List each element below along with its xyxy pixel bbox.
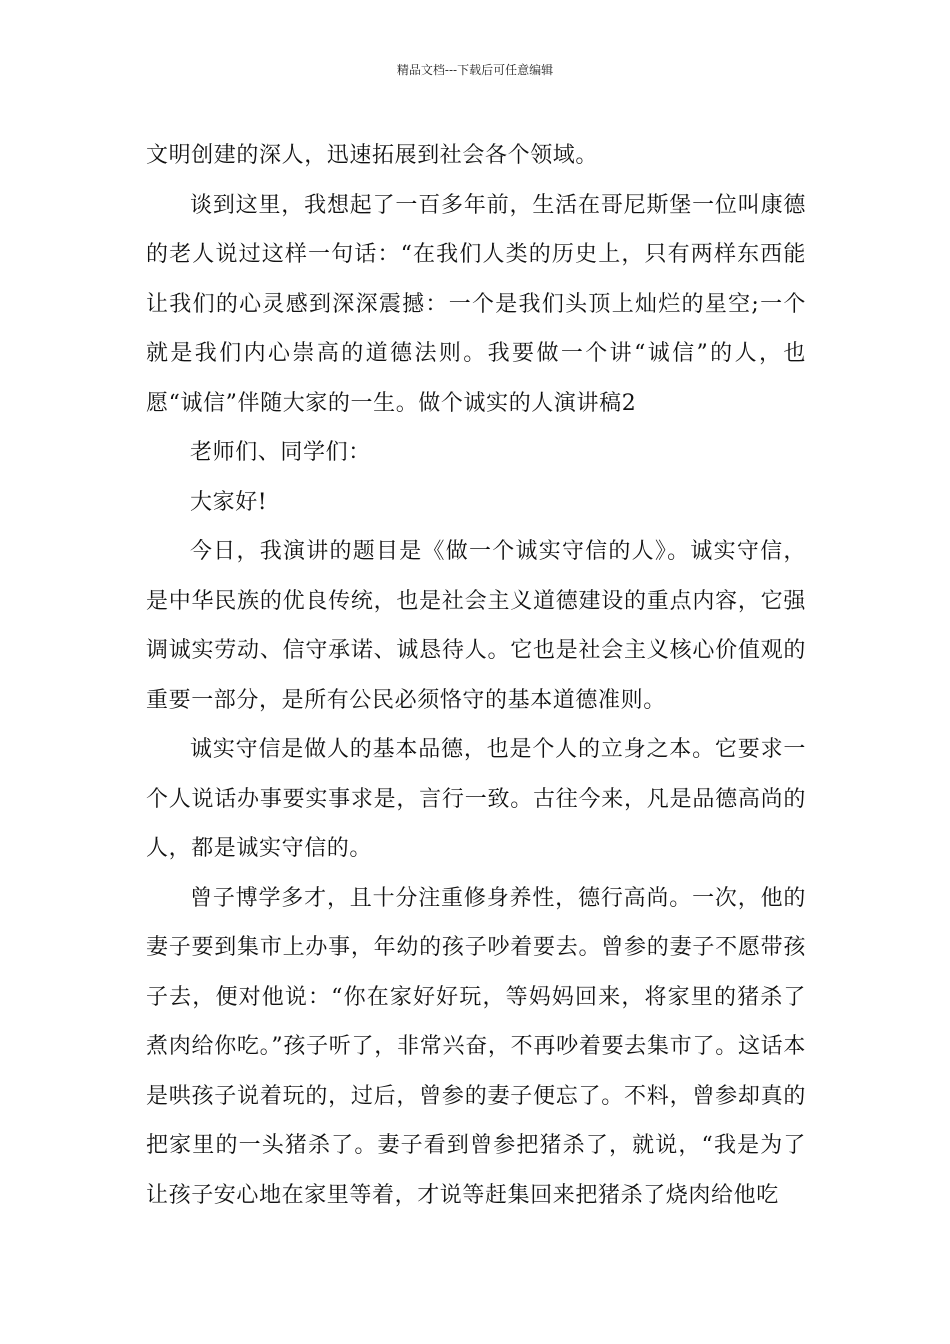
paragraph: 大家好! [190,489,268,515]
document-body [146,131,806,1220]
paragraph: 今日，我演讲的题目是《做一个诚实守信的人》。诚实守信，是中华民族的优良传统，也是社会主义道德建设的重点内容，它强调诚实劳动、信守承诺、诚恳待人。它也是社会主义核心价值观的重要一部分，是所有公民必须恪守的基本道德准则。 [146,539,806,713]
paragraph: 诚实守信是做人的基本品德，也是个人的立身之本。它要求一个人说话办事要实事求是，言行一致。古往今来，凡是品德高尚的人，都是诚实守信的。 [146,737,806,861]
paragraph: 老师们、同学们： [190,440,371,465]
paragraph: 曾子博学多才，且十分注重修身养性，德行高尚。一次，他的妻子要到集市上办事，年幼的孩子吵着要去。曾参的妻子不愿带孩子去，便对他说：“你在家好好玩，等妈妈回来，将家里的猪杀了煮肉给你吃。”孩子听了，非常兴奋，不再吵着要去集市了。这话本是哄孩子说着玩的，过后，曾参的妻子便忘了。不料，曾参却真的把家里的一头猪杀了。妻子看到曾参把猪杀了，就说，“我是为了让孩子安心地在家里等着，才说等赶集回来把猪杀了烧肉给他吃 [146,885,806,1208]
paragraph: 谈到这里，我想起了一百多年前，生活在哥尼斯堡一位叫康德的老人说过这样一句话：“在我们人类的历史上，只有两样东西能让我们的心灵感到深深震撼：一个是我们头顶上灿烂的星空;一个就是我们内心崇高的道德法则。我要做一个讲“诚信”的人，也愿“诚信”伴随大家的一生。做个诚实的人演讲稿2 [146,192,806,416]
page-header: 精品文档---下载后可任意编辑 [396,63,554,77]
paragraph: 文明创建的深人，迅速拓展到社会各个领域。 [146,143,599,168]
